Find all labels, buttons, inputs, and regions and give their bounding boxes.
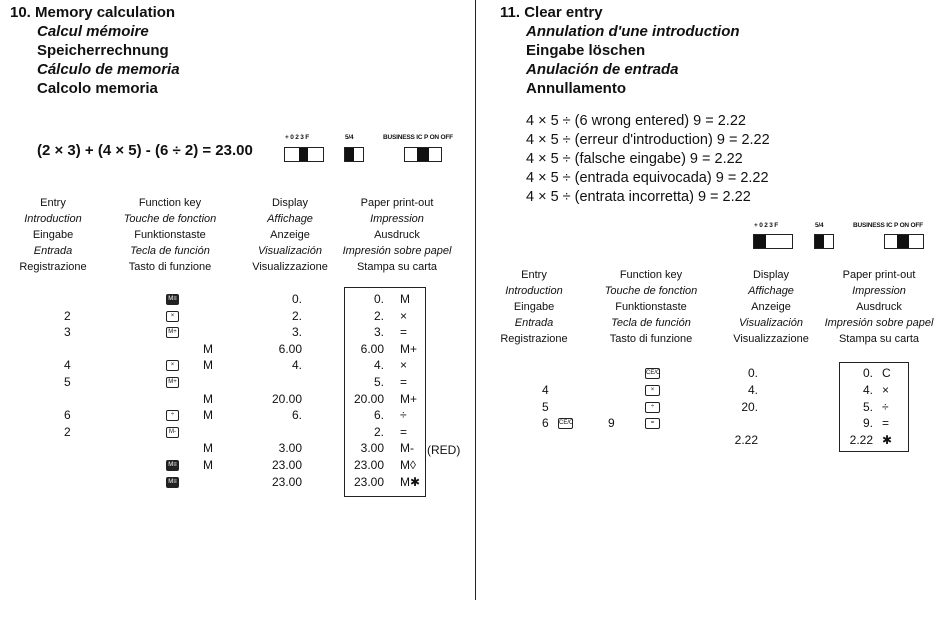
display-value: 0. [291, 292, 302, 306]
entry-value: 3 [64, 325, 71, 340]
title-it-right: Annullamento [526, 80, 626, 97]
calc-key-button[interactable]: M≡ [166, 294, 179, 305]
display-value: 20.00 [271, 391, 302, 406]
paper-value: 4. [373, 358, 384, 373]
paper-symbol: = [400, 325, 408, 340]
paper-symbol: M+ [400, 391, 418, 406]
entry-value: 4 [542, 382, 549, 397]
memory-indicator: M [203, 408, 213, 423]
section-title-right: 11. Clear entry [500, 4, 603, 21]
calc-key-button[interactable]: CE/C [645, 368, 660, 379]
display-value: 6. [291, 408, 302, 423]
calc-key-button[interactable]: M≡ [166, 477, 179, 488]
paper-symbol: × [400, 308, 408, 323]
paper-value: 23.00 [353, 474, 384, 489]
rounding-switch-label-right: 5/4 [815, 222, 824, 229]
example-es: 4 × 5 ÷ (entrada equivocada) 9 = 2.22 [526, 170, 769, 186]
paper-symbol: C [882, 366, 891, 380]
paper-value: 9. [862, 416, 873, 431]
paper-value: 0. [862, 366, 873, 380]
display-value: 23.00 [271, 474, 302, 489]
memory-indicator: M [203, 341, 213, 356]
decimal-switch-label: + 0 2 3 F [285, 134, 310, 141]
paper-value: 5. [862, 399, 873, 414]
calc-key-button[interactable]: ÷ [645, 402, 660, 413]
column-divider [475, 0, 476, 600]
section-title: 10. Memory calculation [10, 4, 176, 21]
display-value: 4. [747, 382, 758, 397]
calc-key-button[interactable]: ÷ [166, 410, 179, 421]
entry-value: 4 [64, 358, 71, 373]
decimal-switch-label-right: + 0 2 3 F [754, 222, 779, 229]
decimal-switch-right [753, 234, 793, 249]
paper-symbol: M◊ [400, 458, 416, 472]
entry-extra-value: 9 [608, 416, 615, 431]
display-value: 3. [291, 325, 302, 340]
title-es-right: Anulación de entrada [526, 61, 679, 78]
example-en: 4 × 5 ÷ (6 wrong entered) 9 = 2.22 [526, 113, 746, 129]
mode-switch-label-right: BUSINESS IC P ON OFF [853, 222, 923, 229]
calc-key-button[interactable]: M- [166, 427, 179, 438]
paper-symbol: M+ [400, 341, 418, 356]
memory-indicator: M [203, 391, 213, 406]
mode-switch [404, 147, 442, 162]
memory-indicator: M [203, 441, 213, 456]
entry-value: 5 [542, 399, 549, 414]
paper-symbol: = [882, 416, 890, 431]
calc-key-button[interactable]: M≡ [166, 460, 179, 471]
paper-symbol: = [400, 424, 408, 439]
decimal-switch [284, 147, 324, 162]
display-value: 3.00 [278, 441, 302, 456]
title-fr: Calcul mémoire [37, 23, 149, 40]
title-fr-right: Annulation d'une introduction [526, 23, 740, 40]
paper-value: 2. [373, 424, 384, 439]
header-function-key: Function key Touche de fonction Funktionstaste Tecla de función Tasto di funzione [123, 197, 217, 273]
paper-value: 3.00 [360, 441, 384, 456]
calc-key-button[interactable]: M+ [166, 377, 179, 388]
paper-value: 6. [373, 408, 384, 423]
example-de: 4 × 5 ÷ (falsche eingabe) 9 = 2.22 [526, 151, 743, 167]
display-value: 2. [291, 308, 302, 323]
entry-value: 2 [64, 308, 71, 323]
header-entry: Entry Introduction Eingabe Entrada Registrazione [19, 197, 87, 273]
header-display: Display Affichage Anzeige Visualización Visualizzazione [252, 197, 328, 273]
rounding-switch [344, 147, 364, 162]
paper-value: 23.00 [353, 458, 384, 472]
header-paper: Paper print-out Impression Ausdruck Impresión sobre papel Stampa su carta [342, 197, 452, 273]
title-es: Cálculo de memoria [37, 61, 180, 78]
paper-symbol: × [400, 358, 408, 373]
paper-value: 2.22 [849, 433, 873, 448]
entry-value: 5 [64, 375, 71, 389]
entry-value: 6 [542, 416, 549, 431]
paper-value: 4. [862, 382, 873, 397]
entry-value: 2 [64, 424, 71, 439]
header-entry-right: Entry Introduction Eingabe Entrada Registrazione [500, 269, 568, 345]
title-it: Calcolo memoria [37, 80, 158, 97]
display-value: 4. [291, 358, 302, 373]
title-de: Speicherrechnung [37, 42, 169, 59]
display-value: 0. [747, 366, 758, 380]
header-function-key-right: Function key Touche de fonction Funktionstaste Tecla de función Tasto di funzione [604, 269, 698, 345]
example-fr: 4 × 5 ÷ (erreur d'introduction) 9 = 2.22 [526, 132, 770, 148]
memory-indicator: M [203, 458, 213, 472]
red-note: (RED) [427, 443, 461, 457]
mode-switch-right [884, 234, 924, 249]
calc-key-button[interactable]: × [166, 311, 179, 322]
title-de-right: Eingabe löschen [526, 42, 646, 59]
display-value: 2.22 [734, 433, 758, 448]
calc-key-button[interactable]: × [166, 360, 179, 371]
paper-value: 20.00 [353, 391, 384, 406]
paper-symbol: M✱ [400, 474, 421, 489]
display-value: 20. [741, 399, 758, 414]
calc-key-button[interactable]: × [645, 385, 660, 396]
memory-indicator: M [203, 358, 213, 373]
paper-symbol: M- [400, 441, 414, 456]
ce-c-key-button[interactable]: CE/C [558, 418, 573, 429]
paper-symbol: ÷ [882, 399, 889, 414]
formula: (2 × 3) + (4 × 5) - (6 ÷ 2) = 23.00 [37, 142, 253, 159]
paper-value: 6.00 [360, 341, 384, 356]
display-value: 6.00 [278, 341, 302, 356]
paper-symbol: × [882, 382, 890, 397]
paper-value: 2. [373, 308, 384, 323]
header-display-right: Display Affichage Anzeige Visualización Visualizzazione [733, 269, 809, 345]
header-paper-right: Paper print-out Impression Ausdruck Impresión sobre papel Stampa su carta [824, 269, 934, 345]
display-value: 23.00 [271, 458, 302, 472]
paper-value: 3. [373, 325, 384, 340]
mode-switch-label: BUSINESS IC P ON OFF [383, 134, 453, 141]
paper-symbol: = [400, 375, 408, 389]
paper-symbol: ÷ [400, 408, 407, 423]
calc-key-button[interactable]: = [645, 418, 660, 429]
entry-value: 6 [64, 408, 71, 423]
paper-value: 0. [373, 292, 384, 306]
paper-symbol: M [400, 292, 410, 306]
paper-symbol: ✱ [882, 433, 893, 448]
rounding-switch-label: 5/4 [345, 134, 354, 141]
calc-key-button[interactable]: M+ [166, 327, 179, 338]
example-it: 4 × 5 ÷ (entrata incorretta) 9 = 2.22 [526, 189, 751, 205]
paper-value: 5. [373, 375, 384, 389]
rounding-switch-right [814, 234, 834, 249]
